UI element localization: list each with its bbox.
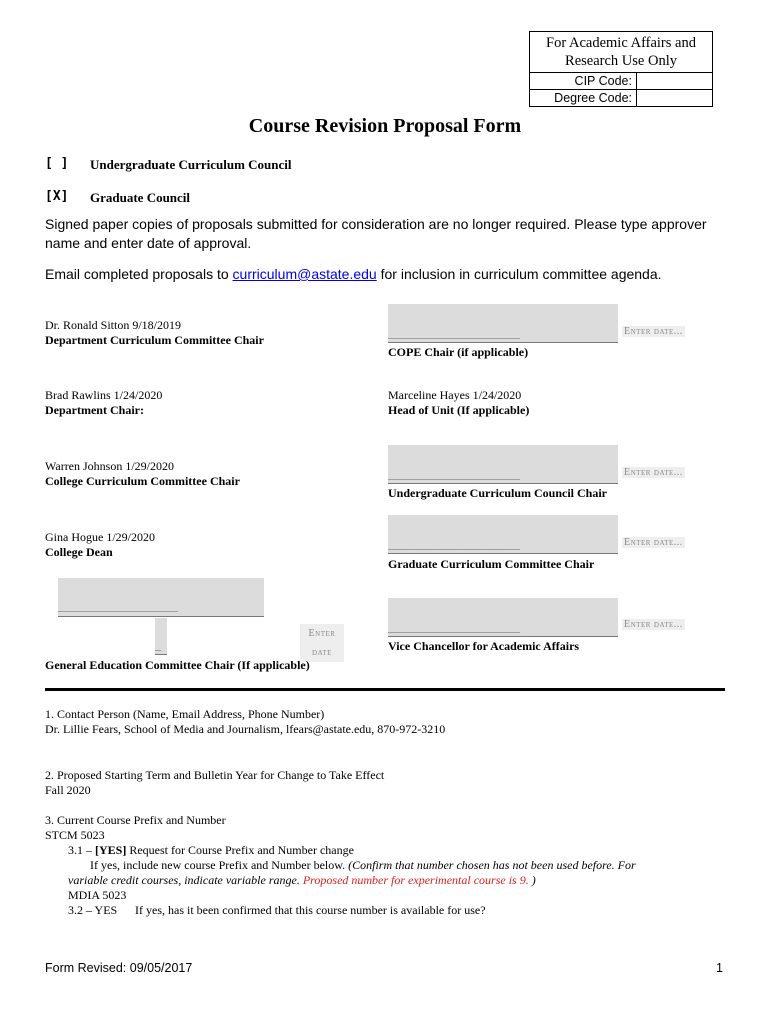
gc-checkbox[interactable]: [X] [45, 189, 69, 204]
ucc-checkbox[interactable]: [ ] [45, 156, 69, 171]
signed-copies-note: Signed paper copies of proposals submitted for consideration are no longer required. Please type approver name and enter date of approval. [45, 216, 707, 251]
section-3-1-close: ) [528, 873, 536, 887]
section-3-1-prefix: 3.1 – [68, 843, 95, 857]
section-3-1-variable-line [68, 873, 536, 888]
gen-ed-role: General Education Committee Chair (If applicable) [45, 658, 310, 672]
gen-ed-date-line2: date [312, 647, 332, 658]
office-use-header [530, 32, 713, 73]
college-committee-role: College Curriculum Committee Chair [45, 474, 240, 488]
footer-revised: Form Revised: 09/05/2017 [45, 961, 193, 975]
degree-code-field[interactable] [637, 90, 713, 107]
gen-ed-date-field[interactable] [300, 624, 344, 662]
gcc-date-field[interactable]: Enter date... [624, 537, 683, 548]
cope-role: COPE Chair (if applicable) [388, 345, 529, 359]
ucc-date-field[interactable]: Enter date... [624, 467, 683, 478]
gen-ed-date-line1: Enter [308, 628, 336, 639]
section-3-1-yes[interactable]: [YES] [95, 843, 127, 857]
cip-code-label: CIP Code: [530, 73, 637, 90]
dept-committee-name[interactable]: Dr. Ronald Sitton 9/18/2019 [45, 318, 182, 332]
gcc-chair-role: Graduate Curriculum Committee Chair [388, 557, 595, 571]
section-3-1-ifyes-text: If yes, include new course Prefix and Number below. [90, 858, 349, 872]
email-suffix: for inclusion in curriculum committee agenda. [376, 266, 662, 282]
section-3-1-new-number[interactable]: MDIA 5023 [68, 888, 127, 902]
cip-code-field[interactable] [637, 73, 713, 90]
section-divider [45, 688, 725, 691]
section-3-1-variable: variable credit courses, indicate variable range. [68, 873, 303, 887]
office-use-header-line2: Research Use Only [565, 53, 677, 69]
degree-code-label: Degree Code: [530, 90, 637, 107]
ucc-signature-field[interactable]: ______________________ [388, 445, 618, 484]
ucc-label: Undergraduate Curriculum Council [90, 157, 292, 172]
section-3-title: 3. Current Course Prefix and Number [45, 813, 226, 827]
gen-ed-signature-field[interactable]: ____________________ [58, 578, 264, 617]
college-committee-name[interactable]: Warren Johnson 1/29/2020 [45, 459, 175, 473]
cope-signature-field[interactable]: ______________________ [388, 304, 618, 343]
head-unit-role: Head of Unit (If applicable) [388, 403, 530, 417]
page-title: Course Revision Proposal Form [248, 115, 522, 137]
gcc-signature-field[interactable]: ______________________ [388, 515, 618, 554]
gen-ed-signature-field-cont[interactable]: _ [155, 618, 167, 655]
section-3-2-prefix[interactable]: 3.2 – YES [68, 903, 118, 917]
dean-name[interactable]: Gina Hogue 1/29/2020 [45, 530, 155, 544]
dean-role: College Dean [45, 545, 113, 559]
section-3-1-text: Request for Course Prefix and Number change [126, 843, 354, 857]
section-1-value[interactable]: Dr. Lillie Fears, School of Media and Journalism, lfears@astate.edu, 870-972-3210 [45, 722, 446, 736]
section-3-1-red-note: Proposed number for experimental course is 9. [302, 873, 529, 887]
dept-committee-role: Department Curriculum Committee Chair [45, 333, 264, 347]
vc-signature-field[interactable]: ______________________ [388, 598, 618, 637]
section-3-2-text: If yes, has it been confirmed that this course number is available for use? [135, 903, 486, 917]
dept-chair-name[interactable]: Brad Rawlins 1/24/2020 [45, 388, 163, 402]
office-use-header-line1: For Academic Affairs and [546, 35, 696, 51]
vc-role: Vice Chancellor for Academic Affairs [388, 639, 580, 653]
section-1-title: 1. Contact Person (Name, Email Address, Phone Number) [45, 707, 325, 721]
office-use-box [529, 31, 713, 107]
section-3-1-confirm: (Confirm that number chosen has not been used before. For [348, 858, 636, 872]
footer-page-number: 1 [716, 961, 723, 975]
head-unit-name[interactable]: Marceline Hayes 1/24/2020 [388, 388, 522, 402]
section-3-value[interactable]: STCM 5023 [45, 828, 105, 842]
section-2-title: 2. Proposed Starting Term and Bulletin Year for Change to Take Effect [45, 768, 385, 782]
email-instruction [45, 265, 725, 284]
gc-label: Graduate Council [90, 190, 191, 205]
cope-date-field[interactable]: Enter date... [624, 326, 683, 337]
section-2-value[interactable]: Fall 2020 [45, 783, 91, 797]
dept-chair-role: Department Chair: [45, 403, 144, 417]
section-3-1-ifyes [90, 858, 636, 873]
section-3-1 [68, 843, 354, 858]
email-prefix: Email completed proposals to [45, 266, 233, 282]
vc-date-field[interactable]: Enter date... [624, 619, 683, 630]
email-link[interactable]: curriculum@astate.edu [232, 266, 377, 282]
ucc-chair-role: Undergraduate Curriculum Council Chair [388, 486, 607, 500]
